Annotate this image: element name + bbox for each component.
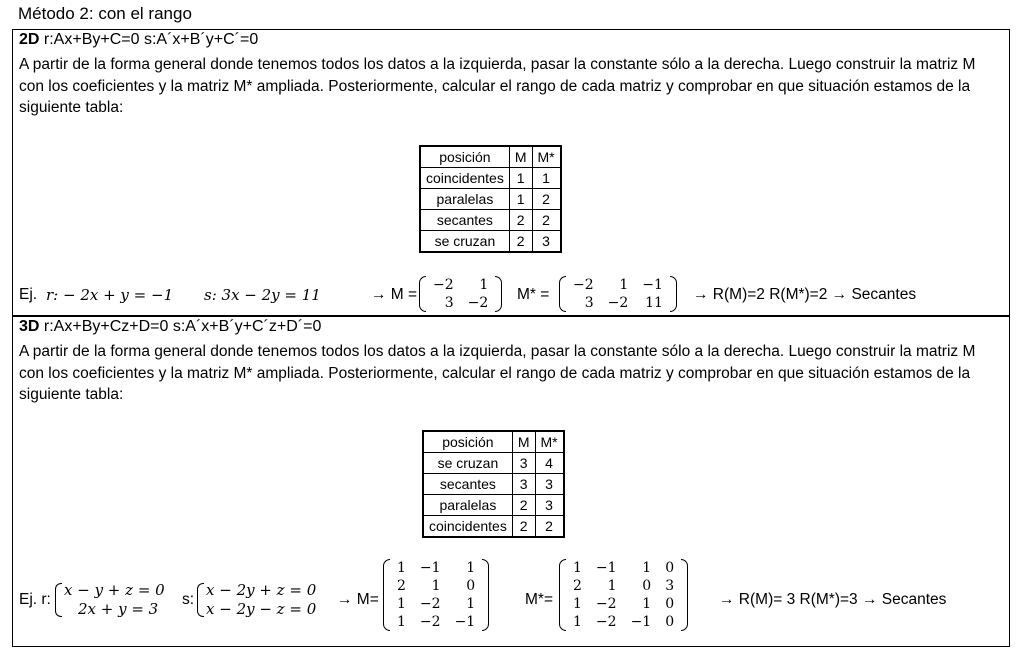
paren-right xyxy=(482,559,489,631)
system-s-line-1: x − 2y + z = 0 xyxy=(206,581,317,599)
table-cell: 2 xyxy=(532,189,561,210)
matrix-entry: 1 xyxy=(573,560,582,576)
table-cell: 3 xyxy=(535,474,564,495)
example-3d-arrow-m: → M= xyxy=(337,591,379,608)
table-cell: 3 xyxy=(512,453,535,474)
matrix-entry: 1 xyxy=(466,560,476,576)
paren-left xyxy=(383,559,390,631)
matrix-entry: −2 xyxy=(595,596,617,612)
matrix-entry: 2 xyxy=(573,578,582,594)
example-3d-mstar-label: M*= xyxy=(525,591,553,608)
brace-left xyxy=(197,583,204,617)
table-cell: paralelas xyxy=(423,495,512,516)
matrix-entry: 3 xyxy=(444,295,454,311)
matrix-entry: −2 xyxy=(595,614,617,630)
matrix-entry: 11 xyxy=(645,295,663,311)
section-2d-header xyxy=(19,31,258,49)
matrix-row xyxy=(426,294,495,312)
matrix-entry: 0 xyxy=(665,560,675,576)
table-cell: 2 xyxy=(512,495,535,516)
example-2d-line-r: r: − 2x + y = −1 xyxy=(46,286,174,304)
table-row xyxy=(423,474,564,495)
position-table-3d xyxy=(422,430,565,538)
section-2d-tag: 2D xyxy=(19,31,40,48)
matrix-mstar-3d xyxy=(559,559,688,631)
table-cell: 4 xyxy=(535,453,564,474)
table-cell: secantes xyxy=(423,474,512,495)
paren-left xyxy=(559,276,566,312)
matrix-row xyxy=(426,276,495,294)
table-row xyxy=(420,168,561,189)
matrix-row xyxy=(390,595,482,613)
matrix-row xyxy=(390,559,482,577)
matrix-entry: 1 xyxy=(642,560,652,576)
table-cell: 1 xyxy=(509,189,532,210)
matrix-entry: 2 xyxy=(397,578,406,594)
matrix-entry: 1 xyxy=(397,614,406,630)
table-cell: 2 xyxy=(512,516,535,538)
table-row xyxy=(420,189,561,210)
table-cell: coincidentes xyxy=(423,516,512,538)
section-2d xyxy=(12,29,1010,316)
table-row xyxy=(420,210,561,231)
example-2d-result: → R(M)=2 R(M*)=2 → Secantes xyxy=(693,286,917,303)
table-row xyxy=(423,453,564,474)
example-2d-mstar-label: M* = xyxy=(517,286,550,303)
section-3d-tag: 3D xyxy=(19,318,40,335)
matrix-entry: −2 xyxy=(467,295,489,311)
table-header-cell: posición xyxy=(423,431,512,453)
table-cell: 1 xyxy=(532,168,561,189)
matrix-entry: −1 xyxy=(630,614,652,630)
matrix-entry: 1 xyxy=(573,596,582,612)
matrix-entry: 1 xyxy=(479,277,489,293)
example-2d-arrow-m: → M = xyxy=(371,286,418,303)
table-row xyxy=(423,516,564,538)
matrix-entry: −2 xyxy=(573,277,594,293)
matrix-entry: 0 xyxy=(466,578,476,594)
table-cell: 3 xyxy=(512,474,535,495)
table-cell: 2 xyxy=(532,210,561,231)
matrix-row xyxy=(566,613,681,631)
table-cell: 3 xyxy=(532,231,561,253)
table-cell: coincidentes xyxy=(420,168,509,189)
matrix-entry: 0 xyxy=(642,578,652,594)
system-r-line-2: 2x + y = 3 xyxy=(78,600,159,618)
matrix-entry: −1 xyxy=(419,560,441,576)
table-header-cell: M xyxy=(512,431,535,453)
table-header-cell: M xyxy=(509,146,532,168)
brace-left xyxy=(55,583,62,617)
matrix-entry: −1 xyxy=(595,560,617,576)
section-2d-paragraph: A partir de la forma general donde tenemos todos los datos a la izquierda, pasar la constante sólo a la derecha. Luego construir la matriz M con los coeficientes y la matriz M* ampliada. Posteriormente, calcular el rango de cada matriz y comprobar en que situación estamos de la siguiente tabla: xyxy=(19,56,976,116)
system-r xyxy=(55,581,165,619)
table-cell: 3 xyxy=(535,495,564,516)
paren-left xyxy=(419,276,426,312)
paren-right xyxy=(681,559,688,631)
table-header-row xyxy=(423,431,564,453)
table-cell: 2 xyxy=(509,231,532,253)
section-3d-paragraph: A partir de la forma general donde tenemos todos los datos a la izquierda, pasar la constante sólo a la derecha. Luego construir la matriz M con los coeficientes y la matriz M* ampliada. Posteriormente, calcular el rango de cada matriz y comprobar en que situación estamos de la siguiente tabla: xyxy=(19,343,976,403)
matrix-mstar-2d xyxy=(559,276,677,312)
paren-right xyxy=(495,276,502,312)
matrix-entry: 1 xyxy=(619,277,629,293)
section-3d xyxy=(12,316,1010,647)
matrix-entry: 1 xyxy=(607,578,617,594)
matrix-m-2d xyxy=(419,276,502,312)
system-s-line-2: x − 2y − z = 0 xyxy=(206,600,317,618)
matrix-row xyxy=(566,294,670,312)
example-3d-result: → R(M)= 3 R(M*)=3 → Secantes xyxy=(719,591,947,608)
example-2d-line-s: s: 3x − 2y = 11 xyxy=(204,286,321,304)
matrix-entry: 0 xyxy=(665,614,675,630)
section-2d-equations: r:Ax+By+C=0 s:A´x+B´y+C´=0 xyxy=(43,31,259,48)
matrix-entry: 0 xyxy=(665,596,675,612)
table-cell: secantes xyxy=(420,210,509,231)
matrix-row xyxy=(566,577,681,595)
example-2d-lead: Ej. xyxy=(19,286,38,303)
table-row xyxy=(420,231,561,253)
matrix-entry: −2 xyxy=(607,295,629,311)
table-header-cell: M* xyxy=(535,431,564,453)
matrix-entry: 1 xyxy=(397,596,406,612)
matrix-row xyxy=(566,595,681,613)
table-header-cell: posición xyxy=(420,146,509,168)
matrix-row xyxy=(566,276,670,294)
paren-left xyxy=(559,559,566,631)
paren-right xyxy=(670,276,677,312)
table-cell: 2 xyxy=(535,516,564,538)
matrix-row xyxy=(390,613,482,631)
matrix-entry: 3 xyxy=(584,295,594,311)
matrix-entry: −2 xyxy=(419,614,441,630)
matrix-m-3d xyxy=(383,559,489,631)
matrix-entry: 1 xyxy=(573,614,582,630)
matrix-entry: 1 xyxy=(431,578,441,594)
section-3d-equations: r:Ax+By+Cz+D=0 s:A´x+B´y+C´z+D´=0 xyxy=(43,318,322,335)
table-cell: paralelas xyxy=(420,189,509,210)
table-cell: se cruzan xyxy=(420,231,509,253)
table-header-cell: M* xyxy=(532,146,561,168)
matrix-row xyxy=(566,559,681,577)
table-header-row xyxy=(420,146,561,168)
matrix-entry: −1 xyxy=(454,614,476,630)
matrix-entry: 1 xyxy=(397,560,406,576)
system-r-line-1: x − y + z = 0 xyxy=(64,581,165,599)
table-row xyxy=(423,495,564,516)
position-table-2d xyxy=(419,145,562,253)
table-cell: se cruzan xyxy=(423,453,512,474)
matrix-entry: 1 xyxy=(466,596,476,612)
matrix-entry: −1 xyxy=(642,277,663,293)
table-cell: 2 xyxy=(509,210,532,231)
table-cell: 1 xyxy=(509,168,532,189)
matrix-entry: −2 xyxy=(419,596,441,612)
example-3d-s-label: s: xyxy=(182,591,195,608)
matrix-entry: 3 xyxy=(665,578,675,594)
matrix-entry: −2 xyxy=(433,277,454,293)
section-3d-header xyxy=(19,318,321,336)
system-s xyxy=(197,581,316,619)
page-title: Método 2: con el rango xyxy=(18,4,192,23)
example-3d-lead: Ej. r: xyxy=(19,591,51,608)
matrix-entry: 1 xyxy=(642,596,652,612)
matrix-row xyxy=(390,577,482,595)
